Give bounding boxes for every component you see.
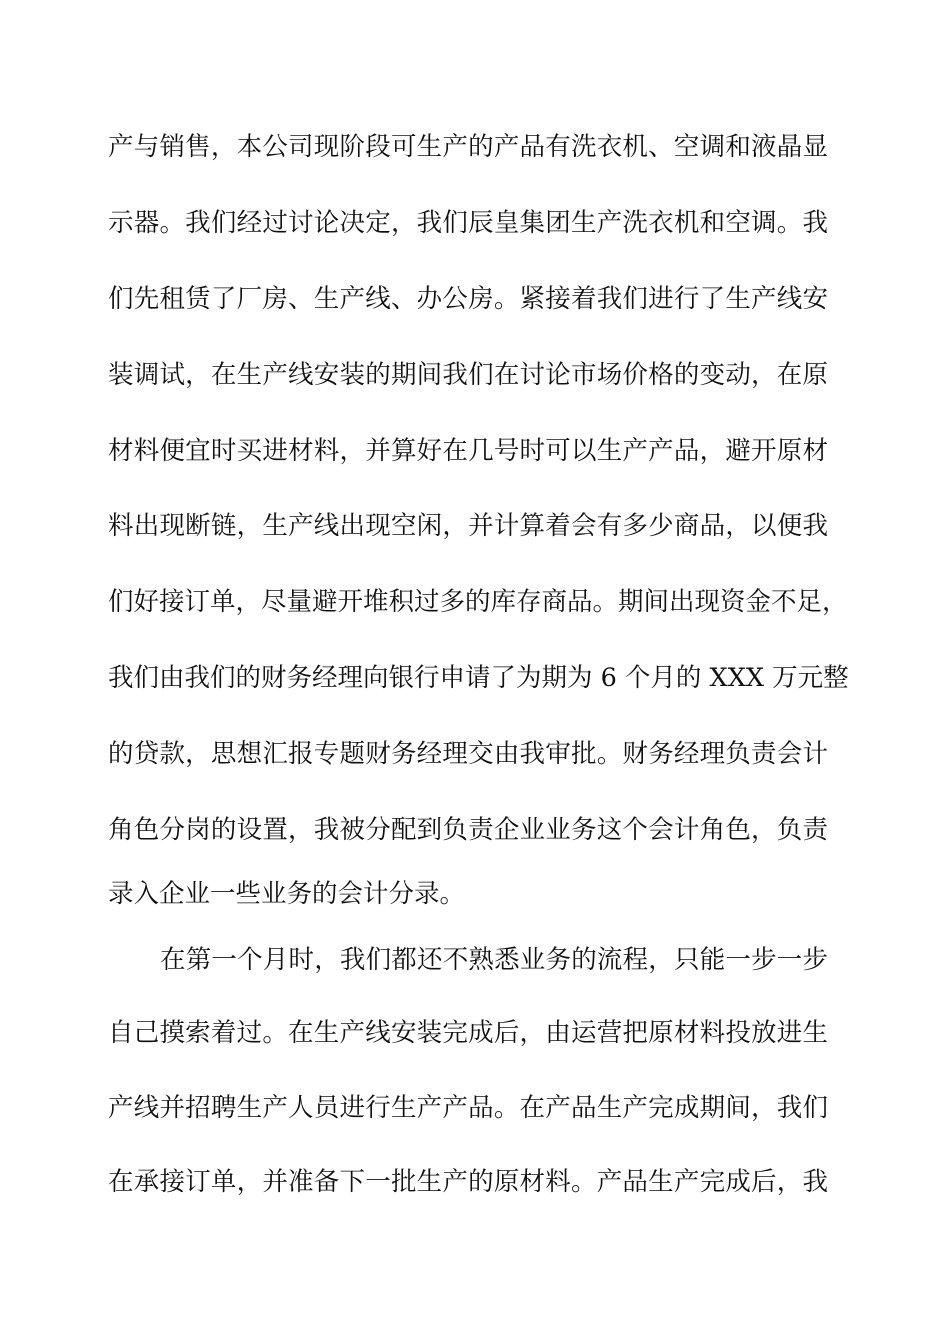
text-line: 我们由我们的财务经理向银行申请了为期为 6 个月的 XXX 万元整	[108, 663, 849, 693]
text-line: 示器。我们经过讨论决定，我们辰皇集团生产洗衣机和空调。我	[108, 208, 828, 238]
text-line: 们好接订单，尽量避开堆积过多的库存商品。期间出现资金不足，	[108, 587, 848, 617]
text-line: 产与销售，本公司现阶段可生产的产品有洗衣机、空调和液晶显	[108, 132, 828, 162]
text-line: 料出现断链，生产线出现空闲，并计算着会有多少商品，以便我	[108, 511, 828, 541]
paragraph-first-line: 在第一个月时，我们都还不熟悉业务的流程，只能一步一步	[160, 945, 828, 975]
text-line: 装调试，在生产线安装的期间我们在讨论市场价格的变动，在原	[108, 360, 828, 390]
text-line: 产线并招聘生产人员进行生产产品。在产品生产完成期间，我们	[108, 1093, 828, 1123]
text-line: 角色分岗的设置，我被分配到负责企业业务这个会计角色，负责	[108, 815, 828, 845]
text-line: 在承接订单，并准备下一批生产的原材料。产品生产完成后，我	[108, 1167, 828, 1197]
text-line: 自己摸索着过。在生产线安装完成后，由运营把原材料投放进生	[108, 1018, 828, 1048]
text-line: 们先租赁了厂房、生产线、办公房。紧接着我们进行了生产线安	[108, 284, 828, 314]
text-line: 的贷款，思想汇报专题财务经理交由我审批。财务经理负责会计	[108, 739, 828, 769]
paragraph-end-line: 录入企业一些业务的会计分录。	[108, 879, 466, 909]
text-line: 材料便宜时买进材料，并算好在几号时可以生产产品，避开原材	[108, 436, 828, 466]
